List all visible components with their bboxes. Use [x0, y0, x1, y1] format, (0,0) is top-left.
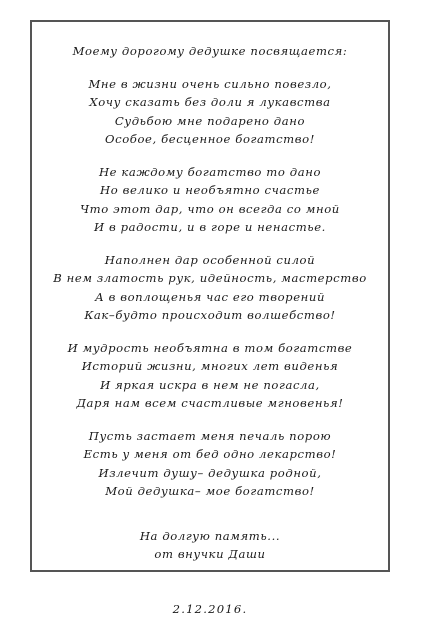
poem-line: Не каждому богатство то дано — [32, 163, 388, 182]
poem-line: Излечит душу– дедушка родной, — [32, 464, 388, 483]
stanza-4 — [32, 339, 388, 413]
stanza-5 — [32, 427, 388, 501]
poem-line: И мудрость необъятна в том богатстве — [32, 339, 388, 358]
poem-line: Судьбою мне подарено дано — [32, 112, 388, 131]
poem-line: И яркая искра в нем не погасла, — [32, 376, 388, 395]
poem-line: А в воплощенья час его творений — [32, 288, 388, 307]
poem-line: Что этот дар, что он всегда со мной — [32, 200, 388, 219]
poem — [32, 42, 388, 618]
poem-line: Мне в жизни очень сильно повезло, — [32, 75, 388, 94]
date: 2.12.2016. — [32, 600, 388, 618]
poem-line: В нем златость рук, идейность, мастерство — [32, 269, 388, 288]
poem-line: Даря нам всем счастливые мгновенья! — [32, 394, 388, 413]
signature — [32, 527, 388, 564]
stanza-2 — [32, 163, 388, 237]
stanza-3 — [32, 251, 388, 325]
dedication: Моему дорогому дедушке посвящается: — [32, 42, 388, 61]
stanza-1 — [32, 75, 388, 149]
page-frame — [30, 20, 390, 572]
poem-line: Хочу сказать без доли я лукавства — [32, 93, 388, 112]
poem-line: Мой дедушка– мое богатство! — [32, 482, 388, 501]
poem-line: Но велико и необъятно счастье — [32, 181, 388, 200]
poem-line: Как–будто происходит волшебство! — [32, 306, 388, 325]
signature-line-2: от внучки Даши — [32, 545, 388, 564]
poem-line: И в радости, и в горе и ненастье. — [32, 218, 388, 237]
poem-line: Историй жизни, многих лет виденья — [32, 357, 388, 376]
poem-line: Особое, бесценное богатство! — [32, 130, 388, 149]
signature-line-1: На долгую память... — [32, 527, 388, 546]
poem-line: Есть у меня от бед одно лекарство! — [32, 445, 388, 464]
poem-line: Пусть застает меня печаль порою — [32, 427, 388, 446]
poem-line: Наполнен дар особенной силой — [32, 251, 388, 270]
